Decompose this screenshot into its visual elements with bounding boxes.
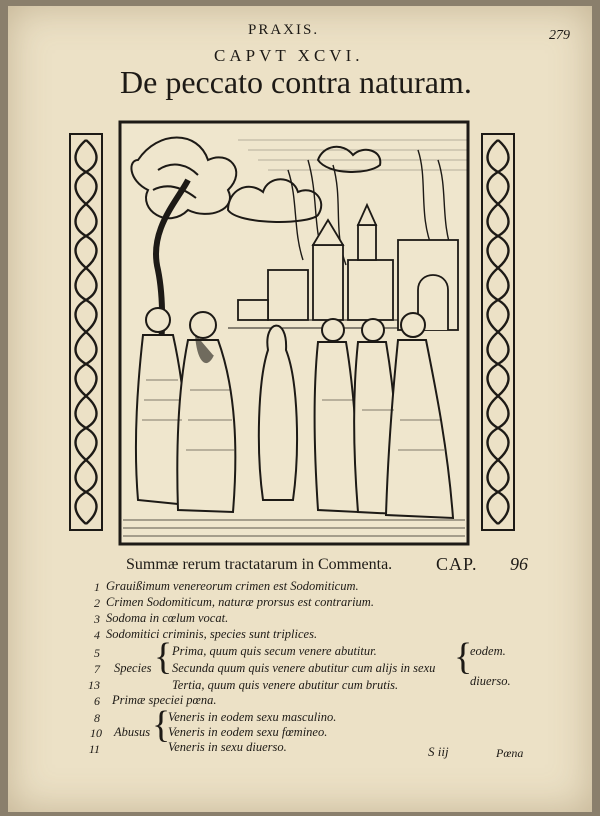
right-ornament-border [480,132,516,532]
chapter-heading: CAPVT XCVI. [214,46,364,65]
summary-line: Tertia, quum quis venere abutitur cum brutis. [172,678,399,692]
item-number: 8 [94,711,100,725]
item-number: 1 [94,580,100,594]
right-brace: { [454,636,473,678]
woodcut-illustration [118,120,470,546]
running-title: PRAXIS. [248,22,320,38]
summary-line: Veneris in sexu diuerso. [168,740,287,754]
summary-line: Veneris in eodem sexu fœmineo. [168,725,328,739]
summary-line: diuerso. [470,674,511,688]
summary-line: Veneris in eodem sexu masculino. [168,710,337,724]
cap-number: 96 [510,554,528,574]
summary-line: Crimen Sodomiticum, naturæ prorsus est contrarium. [106,595,374,609]
item-number: 3 [94,612,100,626]
item-number: 5 [94,646,100,660]
summary-line: Primæ speciei pœna. [112,693,217,707]
item-number: 13 [88,678,100,692]
summary-line: eodem. [470,644,506,658]
page-title: De peccato contra naturam. [120,64,472,100]
summary-line: Sodomitici criminis, species sunt triplices. [106,627,318,641]
item-number: 10 [90,726,102,740]
summary-heading: Summæ rerum tractatarum in Commenta. [126,556,393,573]
page-number: 279 [549,28,570,43]
book-page [8,6,592,812]
left-brace: { [154,636,173,678]
catchword: Pœna [496,746,524,760]
abusus-label: Abusus [114,725,151,739]
cap-label: CAP. [436,554,478,574]
left-ornament-border [68,132,104,532]
summary-line: Prima, quum quis secum venere abutitur. [172,644,377,658]
item-number: 4 [94,628,100,642]
left-brace: { [152,704,171,746]
summary-line: Grauißimum venereorum crimen est Sodomiticum. [106,579,359,593]
summary-line: Sodoma in cœlum vocat. [106,611,229,625]
item-number: 6 [94,694,100,708]
item-number: 11 [88,742,100,756]
summary-line: Secunda quum quis venere abutitur cum alijs in sexu [172,661,436,675]
item-number: 2 [94,596,100,610]
item-number: 7 [94,662,100,676]
species-label: Species [114,661,152,675]
signature-mark: S iij [428,744,449,759]
